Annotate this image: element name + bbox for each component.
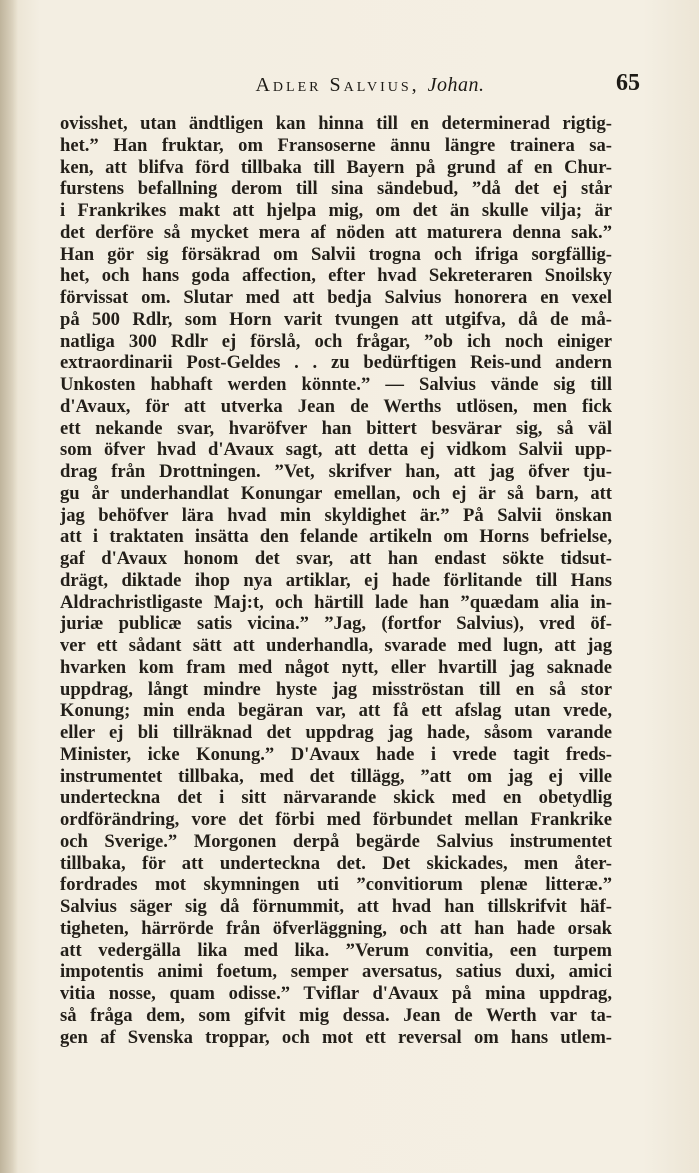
page-number: 65 <box>616 70 640 96</box>
running-head-name: Johan. <box>427 74 485 96</box>
text-line: vitia nosse, quam odisse.” Tviflar d'Avaux på mina uppdrag, <box>60 983 612 1004</box>
text-line: i Frankrikes makt att hjelpa mig, om det än skulle vilja; är <box>60 200 612 221</box>
text-line: förvissat om. Slutar med att bedja Salvius honorera en vexel <box>60 287 612 308</box>
text-line: gaf d'Avaux honom det svar, att han endast sökte tidsut- <box>60 548 612 569</box>
text-line: Unkosten habhaft werden könnte.” — Salvius vände sig till <box>60 374 612 395</box>
text-line: gu år underhandlat Konungar emellan, och ej är så barn, att <box>60 482 612 504</box>
text-line: och Sverige.” Morgonen derpå begärde Salvius instrumentet <box>60 830 612 852</box>
text-line: uppdrag, långt mindre hyste jag misströstan till en så stor <box>60 678 612 700</box>
text-line: det derföre så mycket mera af nöden att maturera denna sak.” <box>60 221 612 243</box>
text-line: d'Avaux, för att utverka Jean de Werths utlösen, men fick <box>60 395 612 417</box>
text-line: natliga 300 Rdlr ej förslå, och frågar, ”ob ich noch einiger <box>60 330 612 352</box>
text-line: het.” Han fruktar, om Fransoserne ännu längre trainera sa- <box>60 134 612 156</box>
text-line: gen af Svenska troppar, och mot ett reversal om hans utlem- <box>60 1026 612 1048</box>
text-line: jag behöfver lära hvad min skyldighet är.” På Salvii önskan <box>60 504 612 526</box>
text-line: så fråga dem, som gifvit mig dessa. Jean de Werth var ta- <box>60 1004 612 1026</box>
text-line: ordförändring, vore det förbi med förbundet mellan Frankrike <box>60 809 612 830</box>
text-line: Han gör sig försäkrad om Salvii trogna och ifriga sorgfällig- <box>60 243 612 265</box>
text-line: Minister, icke Konung.” D'Avaux hade i vrede tagit freds- <box>60 743 612 765</box>
text-line: att i traktaten insätta den felande artikeln om Horns befrielse, <box>60 526 612 548</box>
text-line: ver ett sådant sätt att underhandla, svarade med lugn, att jag <box>60 635 612 656</box>
text-line: ovisshet, utan ändtligen kan hinna till en determinerad rigtig- <box>60 113 612 134</box>
text-line: drägt, diktade ihop nya artiklar, ej hade förlitande till Hans <box>60 569 612 591</box>
running-head <box>60 74 640 97</box>
text-line: att vedergälla lika med lika. ”Verum convitia, een turpem <box>60 939 612 961</box>
text-line: impotentis animi foetum, semper aversatus, satius duxi, amici <box>60 961 612 983</box>
text-line: juriæ publicæ satis vicina.” ”Jag, (fortfor Salvius), vred öf- <box>60 613 612 635</box>
text-line: ett nekande svar, hvaröfver han bittert besvärar sig, så väl <box>60 417 612 439</box>
text-line: Konung; min enda begäran var, att få ett afslag utan vrede, <box>60 700 612 722</box>
text-line: hvarken kom fram med något nytt, eller hvartill jag saknade <box>60 656 612 678</box>
text-line: drag från Drottningen. ”Vet, skrifver han, att jag öfver tju- <box>60 461 612 482</box>
text-line: Aldrachristligaste Maj:t, och härtill lade han ”quædam alia in- <box>60 591 612 613</box>
page-header <box>60 70 640 100</box>
text-line: som öfver hvad d'Avaux sagt, att detta ej vidkom Salvii upp- <box>60 439 612 461</box>
text-line: eller ej bli tillräknad det uppdrag jag hade, såsom varande <box>60 722 612 743</box>
body-text <box>60 113 612 1048</box>
running-head-title: Adler Salvius, <box>255 74 420 96</box>
text-line: Salvius säger sig då förnummit, att hvad han tillskrifvit häf- <box>60 896 612 917</box>
text-line: tillbaka, för att underteckna det. Det skickades, men åter- <box>60 852 612 874</box>
page-gutter <box>0 0 18 1173</box>
text-line: extraordinarii Post-Geldes . . zu bedürftigen Reis-und andern <box>60 352 612 374</box>
text-line: ken, att blifva förd tillbaka till Bayern på grund af en Chur- <box>60 156 612 178</box>
text-line: furstens befallning derom till sina sändebud, ”då det ej står <box>60 178 612 200</box>
text-line: fordrades mot skymningen uti ”convitiorum plenæ litteræ.” <box>60 874 612 896</box>
text-line: tigheten, härrörde från öfverläggning, och att han hade orsak <box>60 917 612 939</box>
text-line: het, och hans goda affection, efter hvad Sekreteraren Snoilsky <box>60 265 612 287</box>
text-line: instrumentet tillbaka, med det tillägg, ”att om jag ej ville <box>60 765 612 787</box>
text-line: på 500 Rdlr, som Horn varit tvungen att utgifva, då de må- <box>60 308 612 330</box>
text-line: underteckna det i sitt närvarande skick med en obetydlig <box>60 787 612 809</box>
